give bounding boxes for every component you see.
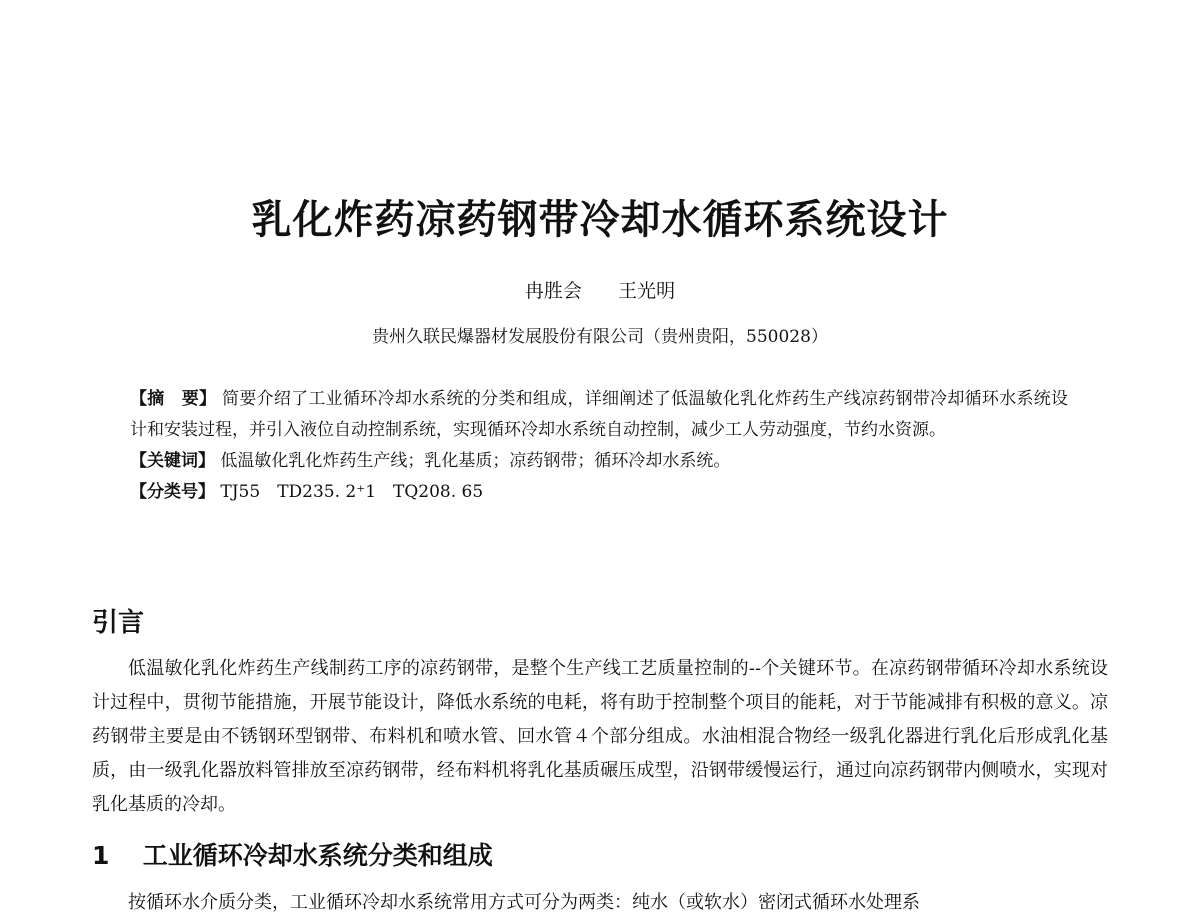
keywords-text: 低温敏化乳化炸药生产线；乳化基质；凉药钢带；循环冷却水系统。 [220,451,731,471]
abstract-block [130,384,1068,508]
classification-label: 【分类号】 [130,482,215,502]
intro-paragraph: 低温敏化乳化炸药生产线制药工序的凉药钢带，是整个生产线工艺质量控制的--个关键环节。在凉药钢带循环冷却水系统设计过程中，贯彻节能措施，开展节能设计，降低水系统的电耗，将有助于控制整个项目的能耗，对于节能减排有积极的意义。凉药钢带主要是由不锈钢环型钢带、布料机和喷水管、回水管４个部分组成。水油相混合物经一级乳化器进行乳化后形成乳化基质，由一级乳化器放料管排放至凉药钢带，经布料机将乳化基质碾压成型，沿钢带缓慢运行，通过向凉药钢带内侧喷水，实现对乳化基质的冷却。 [92,658,1108,815]
classification-row [130,477,1068,508]
abstract-text: 简要介绍了工业循环冷却水系统的分类和组成，详细阐述了低温敏化乳化炸药生产线凉药钢带冷却循环水系统设计和安装过程，并引入液位自动控制系统，实现循环冷却水系统自动控制，减少工人劳动强度，节约水资源。 [130,389,1069,440]
author-affiliation: 贵州久联民爆器材发展股份有限公司（贵州贵阳，550028） [372,327,828,347]
intro-heading: 引言 [92,608,145,638]
author-names: 冉胜会 王光明 [524,280,676,302]
section-1-heading [92,836,493,872]
paper-title: 乳化炸药凉药钢带冷却水循环系统设计 [251,197,949,243]
abstract-row [130,384,1068,446]
abstract-label: 【摘 要】 [130,389,217,409]
section-1-number: 1 [92,841,110,870]
keywords-row [130,446,1068,477]
classification-text: TJ55 TD235. 2⁺1 TQ208. 65 [220,482,484,502]
keywords-label: 【关键词】 [130,451,215,471]
section-1-title: 工业循环冷却水系统分类和组成 [142,841,493,870]
section-1-paragraph: 按循环水介质分类，工业循环冷却水系统常用方式可分为两类：纯水（或软水）密闭式循环水处理系 [128,892,920,913]
